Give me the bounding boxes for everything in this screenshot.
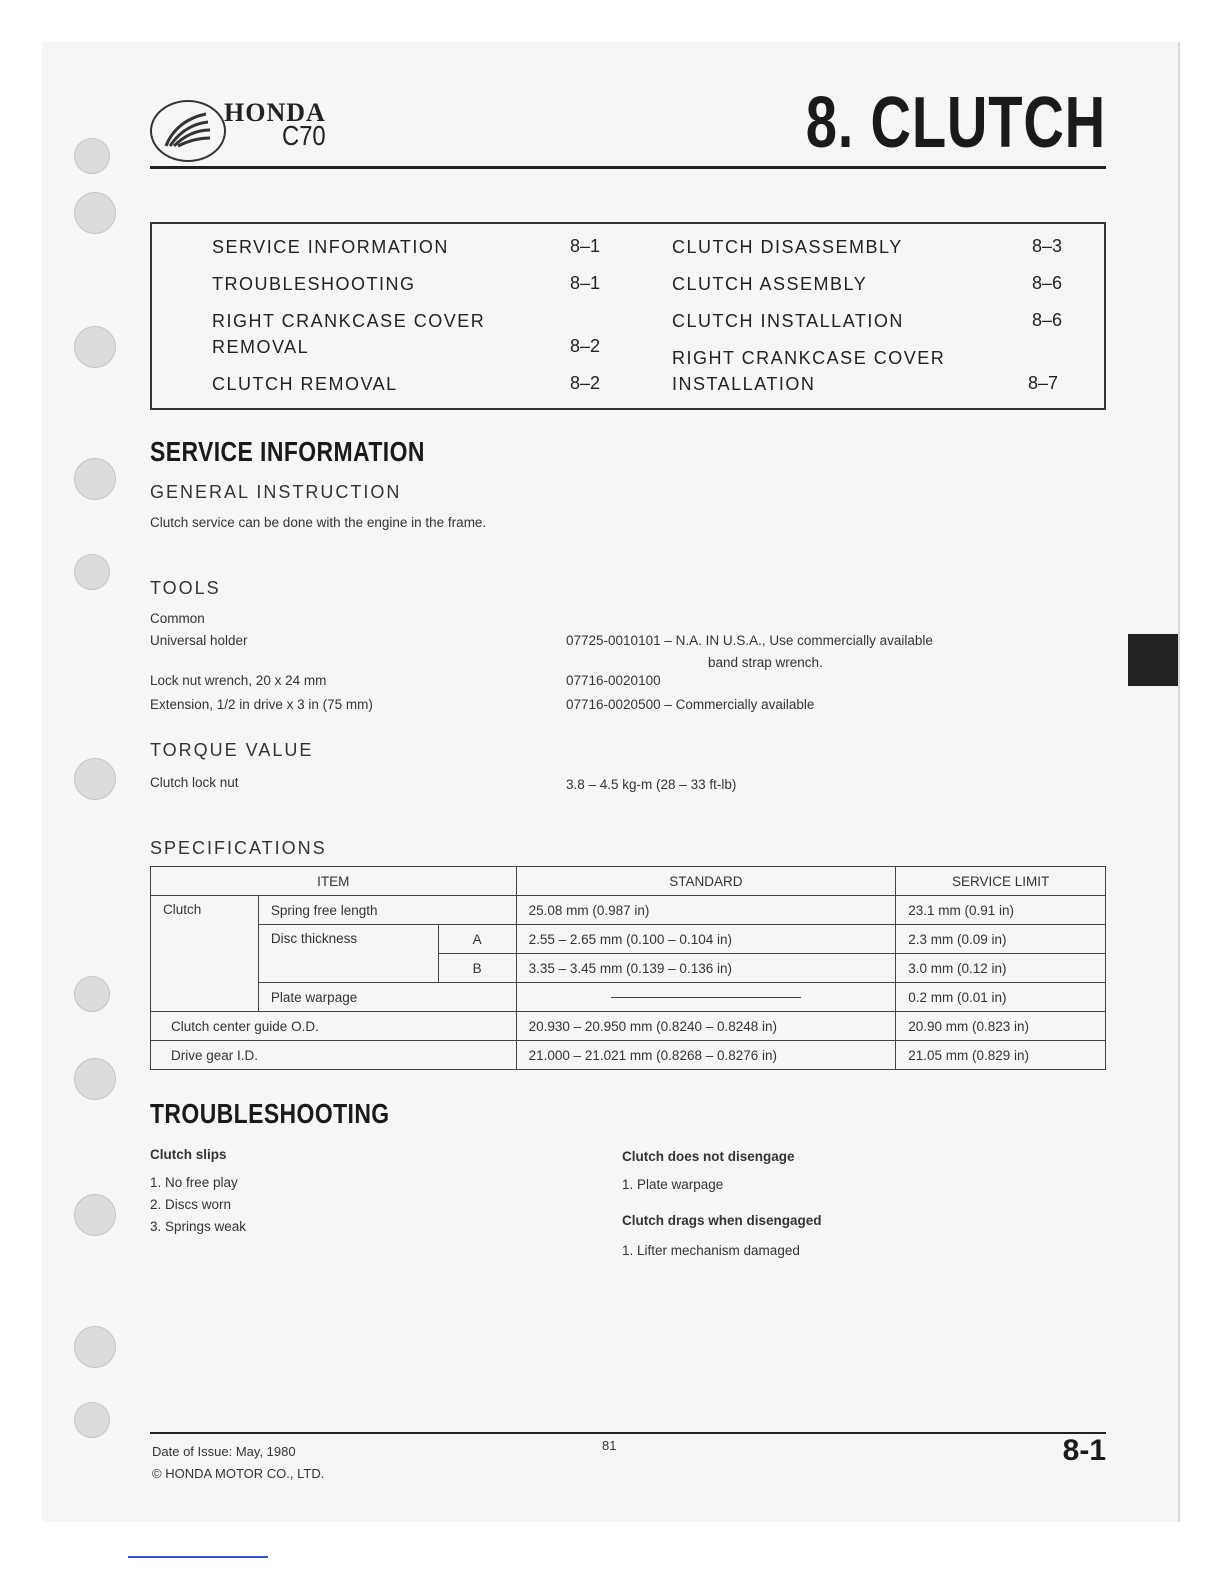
toc-item: SERVICE INFORMATION: [212, 237, 449, 257]
toc-page: 8–2: [570, 336, 601, 356]
toc-page: 8–1: [570, 273, 601, 293]
tool-number: 07716-0020500 – Commercially available: [566, 697, 815, 712]
limit-cell: 3.0 mm (0.12 in): [896, 954, 1106, 983]
standard-cell: 20.930 – 20.950 mm (0.8240 – 0.8248 in): [516, 1012, 896, 1041]
specifications-heading: SPECIFICATIONS: [150, 838, 327, 858]
sub-cell: A: [438, 925, 516, 954]
copyright: © HONDA MOTOR CO., LTD.: [152, 1466, 325, 1481]
model-name: C70: [282, 120, 326, 151]
table-row: [151, 1012, 1106, 1041]
tools-common-label: Common: [150, 611, 205, 626]
table-row: [151, 983, 1106, 1012]
dash-line: [611, 997, 801, 998]
specifications-table: [150, 866, 1106, 1070]
standard-cell: 25.08 mm (0.987 in): [516, 896, 896, 925]
column-header: SERVICE LIMIT: [896, 867, 1106, 896]
tool-name: Extension, 1/2 in drive x 3 in (75 mm): [150, 697, 373, 712]
underline-mark: [128, 1556, 268, 1558]
section-tab-marker: [1128, 634, 1178, 686]
troubleshooting-title: TROUBLESHOOTING: [150, 1098, 390, 1129]
contents-box: [150, 222, 1106, 410]
toc-item: CLUTCH INSTALLATION: [672, 311, 904, 331]
limit-cell: 0.2 mm (0.01 in): [896, 983, 1106, 1012]
limit-cell: 20.90 mm (0.823 in): [896, 1012, 1106, 1041]
cause-item: 1. Lifter mechanism damaged: [622, 1243, 800, 1258]
header-rule: [150, 166, 1106, 169]
brand-name: HONDA: [224, 98, 326, 127]
torque-item: Clutch lock nut: [150, 775, 239, 790]
tools-heading: TOOLS: [150, 578, 221, 598]
symptom-heading: Clutch does not disengage: [622, 1149, 795, 1164]
toc-item: RIGHT CRANKCASE COVER INSTALLATION: [672, 348, 946, 394]
binder-hole: [74, 1326, 116, 1368]
binder-hole: [74, 1058, 116, 1100]
cause-item: 2. Discs worn: [150, 1197, 232, 1212]
binder-hole: [74, 1402, 110, 1438]
toc-item: CLUTCH REMOVAL: [212, 374, 398, 394]
issue-date: Date of Issue: May, 1980: [152, 1444, 296, 1459]
manual-page: [42, 42, 1180, 1522]
table-row: [151, 896, 1106, 925]
toc-page: 8–6: [1032, 273, 1063, 293]
toc-page: 8–1: [570, 236, 601, 256]
cause-item: 1. Plate warpage: [622, 1177, 724, 1192]
limit-cell: 21.05 mm (0.829 in): [896, 1041, 1106, 1070]
binder-hole: [74, 326, 116, 368]
limit-cell: 2.3 mm (0.09 in): [896, 925, 1106, 954]
toc-page: 8–6: [1032, 310, 1063, 330]
table-row: [151, 925, 1106, 954]
service-info-title: SERVICE INFORMATION: [150, 436, 425, 467]
standard-cell: 2.55 – 2.65 mm (0.100 – 0.104 in): [516, 925, 896, 954]
symptom-heading: Clutch slips: [150, 1147, 227, 1162]
binder-hole: [74, 554, 110, 590]
binder-hole: [74, 976, 110, 1012]
column-header: STANDARD: [516, 867, 896, 896]
tool-note: band strap wrench.: [708, 655, 823, 670]
toc-page: 8–7: [1028, 373, 1059, 393]
general-instruction-heading: GENERAL INSTRUCTION: [150, 482, 402, 502]
torque-value: 3.8 – 4.5 kg-m (28 – 33 ft-lb): [566, 777, 737, 792]
table-header-row: [151, 867, 1106, 896]
toc-item: RIGHT CRANKCASE COVER REMOVAL: [212, 311, 486, 357]
binder-hole: [74, 138, 110, 174]
sheet-number: 81: [602, 1438, 617, 1453]
toc-page: 8–2: [570, 373, 601, 393]
item-cell: Plate warpage: [258, 983, 516, 1012]
limit-cell: 23.1 mm (0.91 in): [896, 896, 1106, 925]
binder-hole: [74, 1194, 116, 1236]
toc-item: TROUBLESHOOTING: [212, 274, 416, 294]
table-row: [151, 1041, 1106, 1070]
general-instruction-text: Clutch service can be done with the engine in the frame.: [150, 515, 487, 530]
standard-cell: 21.000 – 21.021 mm (0.8268 – 0.8276 in): [516, 1041, 896, 1070]
standard-cell: 3.35 – 3.45 mm (0.139 – 0.136 in): [516, 954, 896, 983]
tool-name: Universal holder: [150, 633, 248, 648]
row-group-label: Clutch: [151, 896, 259, 1012]
binder-hole: [74, 192, 116, 234]
chapter-title: 8. CLUTCH: [805, 83, 1106, 163]
cause-item: 1. No free play: [150, 1175, 238, 1190]
sub-cell: B: [438, 954, 516, 983]
symptom-heading: Clutch drags when disengaged: [622, 1213, 822, 1228]
tool-name: Lock nut wrench, 20 x 24 mm: [150, 673, 327, 688]
item-cell: Clutch center guide O.D.: [151, 1012, 517, 1041]
item-cell: Drive gear I.D.: [151, 1041, 517, 1070]
column-header: ITEM: [151, 867, 517, 896]
item-cell: Disc thickness: [258, 925, 438, 983]
honda-wing-logo-icon: [150, 100, 226, 162]
footer-rule: [150, 1432, 1106, 1434]
toc-item: CLUTCH DISASSEMBLY: [672, 237, 903, 257]
page-number: 8-1: [1062, 1434, 1106, 1467]
cause-item: 3. Springs weak: [150, 1219, 247, 1234]
torque-heading: TORQUE VALUE: [150, 740, 314, 760]
standard-cell-empty: [516, 983, 896, 1012]
item-cell: Spring free length: [258, 896, 516, 925]
tool-number: 07716-0020100: [566, 673, 661, 688]
tool-number: 07725-0010101 – N.A. IN U.S.A., Use commercially available: [566, 633, 933, 648]
binder-hole: [74, 758, 116, 800]
toc-item: CLUTCH ASSEMBLY: [672, 274, 868, 294]
binder-hole: [74, 458, 116, 500]
toc-page: 8–3: [1032, 236, 1063, 256]
